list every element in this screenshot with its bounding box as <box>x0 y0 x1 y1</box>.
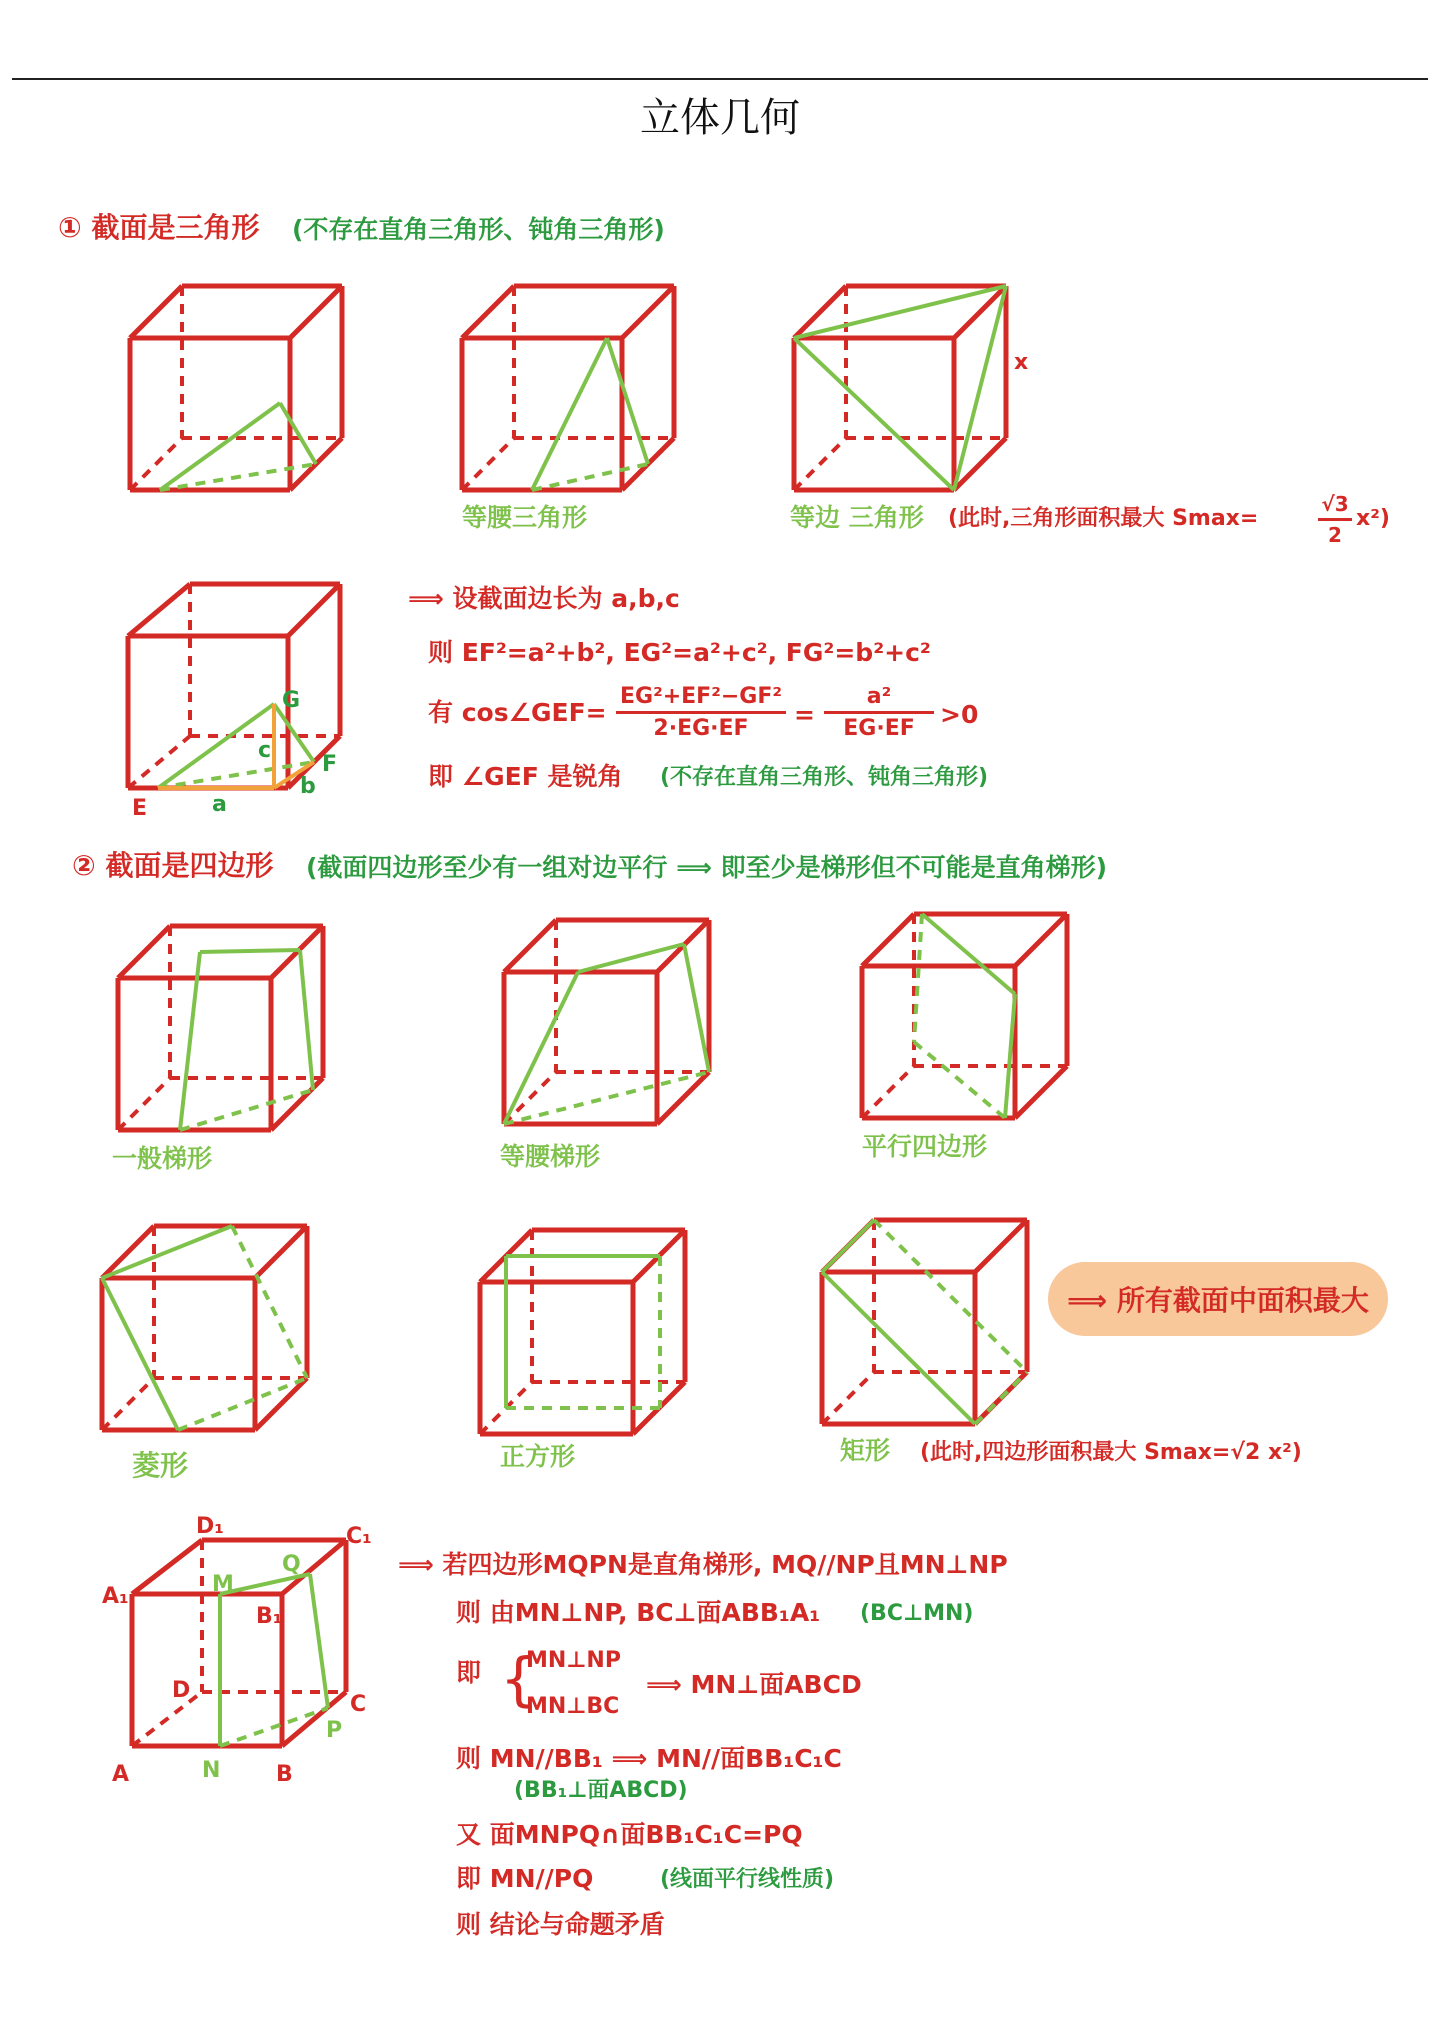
proof-line-4-note: (不存在直角三角形、钝角三角形) <box>660 765 989 790</box>
label-b: b <box>300 774 316 799</box>
max-area-pill-text: ⟹ 所有截面中面积最大 <box>1067 1284 1369 1317</box>
cube-triangle-equilateral <box>784 278 1014 508</box>
cube-triangle-general <box>120 278 350 508</box>
label-B: B <box>276 1762 293 1787</box>
proof-line-4: 即 ∠GEF 是锐角 <box>428 762 623 791</box>
caption-isosceles-triangle: 等腰三角形 <box>462 503 588 532</box>
label-c: c <box>258 738 272 763</box>
label-N: N <box>202 1758 221 1783</box>
label-A: A <box>112 1762 130 1787</box>
section2-heading-note: (截面四边形至少有一组对边平行 ⟹ 即至少是梯形但不可能是直角梯形) <box>306 853 1108 882</box>
section3-line-2: 则 由MN⊥NP, BC⊥面ABB₁A₁ <box>456 1598 821 1627</box>
fraction-bar <box>1318 518 1352 521</box>
label-Q: Q <box>282 1552 301 1577</box>
label-G: G <box>282 688 301 713</box>
top-rule <box>12 78 1428 80</box>
proof-greater-than: >0 <box>940 700 979 729</box>
brace-icon: { <box>500 1645 537 1713</box>
caption-square: 正方形 <box>500 1442 576 1471</box>
fraction-denominator: 2 <box>1328 523 1342 547</box>
equilateral-formula-tail: x²) <box>1356 506 1390 531</box>
caption-rhombus: 菱形 <box>132 1449 189 1482</box>
fraction-bar <box>616 711 786 714</box>
proof-line-3: 有 cos∠GEF= <box>428 698 607 727</box>
cube-parallelogram <box>852 906 1082 1136</box>
fraction-numerator: EG²+EF²−GF² <box>619 684 782 709</box>
section3-line-2-note: (BC⊥MN) <box>860 1601 974 1626</box>
equilateral-note: (此时,三角形面积最大 Smax= <box>948 506 1259 531</box>
section3-line-3a: MN⊥NP <box>526 1648 621 1673</box>
section3-line-3-prefix: 即 <box>456 1658 482 1687</box>
cube-isosceles-trapezoid <box>494 912 724 1142</box>
proof-line-1: ⟹ 设截面边长为 a,b,c <box>408 584 680 613</box>
section3-line-4-note: (BB₁⊥面ABCD) <box>514 1778 688 1803</box>
section1-heading: ① 截面是三角形 <box>58 211 260 244</box>
label-A1: A₁ <box>102 1584 129 1609</box>
section3-line-6-note: (线面平行线性质) <box>660 1867 835 1892</box>
section3-line-1: ⟹ 若四边形MQPN是直角梯形, MQ//NP且MN⊥NP <box>398 1550 1008 1579</box>
label-C1: C₁ <box>346 1524 372 1549</box>
fraction-bar <box>824 711 934 714</box>
label-C: C <box>350 1692 367 1717</box>
fraction-numerator: a² <box>866 684 892 709</box>
label-B1: B₁ <box>256 1604 283 1629</box>
rectangle-note: (此时,四边形面积最大 Smax=√2 x²) <box>920 1440 1302 1465</box>
label-a: a <box>212 792 227 817</box>
label-D: D <box>172 1678 191 1703</box>
equilateral-fraction <box>1318 492 1352 547</box>
proof-fraction-1 <box>616 684 786 741</box>
section3-line-6: 即 MN//PQ <box>456 1864 594 1893</box>
label-x: x <box>1014 350 1029 375</box>
section3-line-3-result: ⟹ MN⊥面ABCD <box>646 1670 862 1699</box>
fraction-denominator: EG·EF <box>843 716 915 741</box>
fraction-denominator: 2·EG·EF <box>653 716 749 741</box>
max-area-pill <box>1048 1262 1388 1336</box>
cube-general-trapezoid <box>108 918 338 1148</box>
fraction-numerator: √3 <box>1321 492 1349 516</box>
caption-equilateral-triangle: 等边 三角形 <box>790 503 924 532</box>
caption-parallelogram: 平行四边形 <box>862 1132 988 1161</box>
cube-rectangle <box>812 1212 1042 1442</box>
cube-triangle-isosceles <box>452 278 682 508</box>
page-title: 立体几何 <box>640 95 800 141</box>
section3-line-5: 又 面MNPQ∩面BB₁C₁C=PQ <box>456 1820 803 1849</box>
section1-heading-note: (不存在直角三角形、钝角三角形) <box>292 215 665 244</box>
proof-fraction-2 <box>824 684 934 741</box>
caption-rectangle: 矩形 <box>840 1436 891 1465</box>
caption-isosceles-trapezoid: 等腰梯形 <box>500 1142 601 1171</box>
label-M: M <box>212 1572 234 1597</box>
label-F: F <box>322 752 338 777</box>
proof-line-2: 则 EF²=a²+b², EG²=a²+c², FG²=b²+c² <box>428 638 931 667</box>
section3-line-4: 则 MN//BB₁ ⟹ MN//面BB₁C₁C <box>456 1744 842 1773</box>
section3-line-3b: MN⊥BC <box>526 1694 620 1719</box>
proof-equals: = <box>794 700 815 729</box>
cube-rhombus <box>92 1218 322 1448</box>
label-D1: D₁ <box>196 1514 224 1539</box>
cube-square <box>470 1222 700 1452</box>
section2-heading: ② 截面是四边形 <box>72 849 274 882</box>
label-E: E <box>132 796 148 821</box>
section3-line-7: 则 结论与命题矛盾 <box>456 1910 665 1939</box>
label-P: P <box>326 1718 343 1743</box>
caption-general-trapezoid: 一般梯形 <box>112 1144 213 1173</box>
